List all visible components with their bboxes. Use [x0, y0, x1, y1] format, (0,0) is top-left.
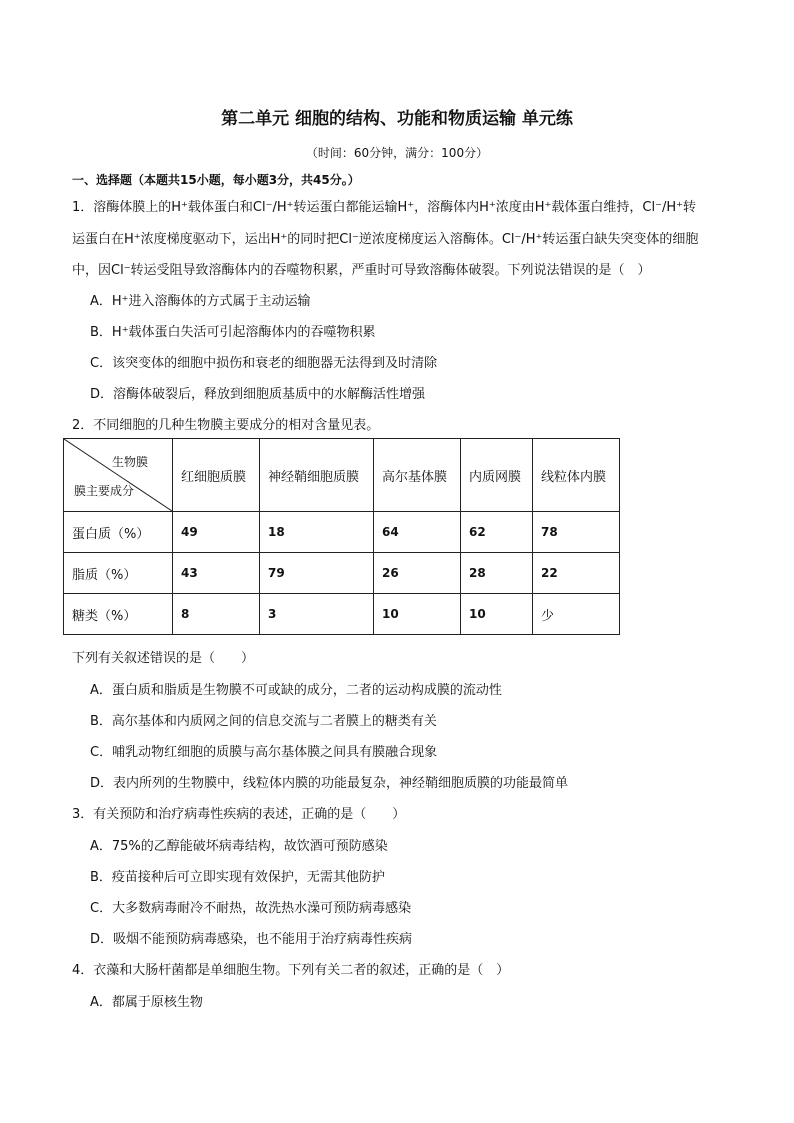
- q4-stem: 4．衣藻和大肠杆菌都是单细胞生物。下列有关二者的叙述，正确的是（ ）: [72, 963, 510, 978]
- page-title: 第二单元 细胞的结构、功能和物质运输 单元练: [221, 109, 573, 129]
- q2-option-d: D．表内所列的生物膜中，线粒体内膜的功能最复杂，神经鞘细胞质膜的功能最简单: [90, 776, 569, 791]
- table-cell: 10: [461, 594, 533, 635]
- q2-option-c: C．哺乳动物红细胞的质膜与高尔基体膜之间具有膜融合现象: [90, 745, 438, 760]
- table-corner-cell: [64, 439, 173, 512]
- q2-question: 下列有关叙述错误的是（ ）: [72, 651, 255, 666]
- q1-stem-line: 1．溶酶体膜上的H⁺载体蛋白和Cl⁻/H⁺转运蛋白都能运输H⁺，溶酶体内H⁺浓度由H⁺载体蛋白维持，Cl⁻/H⁺转: [72, 200, 696, 215]
- table-cell: 8: [173, 594, 260, 635]
- membrane-composition-table: [63, 438, 620, 635]
- corner-label-membrane: 生物膜: [111, 455, 148, 469]
- table-row-label: 脂质（%）: [64, 553, 173, 594]
- table-cell: 10: [374, 594, 461, 635]
- q1-option-d: D．溶酶体破裂后，释放到细胞质基质中的水解酶活性增强: [90, 387, 426, 402]
- table-cell: 43: [173, 553, 260, 594]
- table-cell: 26: [374, 553, 461, 594]
- q3-option-a: A．75%的乙醇能破坏病毒结构，故饮酒可预防感染: [90, 839, 388, 854]
- q3-option-d: D．吸烟不能预防病毒感染，也不能用于治疗病毒性疾病: [90, 932, 413, 947]
- section-heading: 一、选择题（本题共15小题，每小题3分，共45分。）: [72, 173, 360, 187]
- table-row-label: 糖类（%）: [64, 594, 173, 635]
- q3-stem: 3．有关预防和治疗病毒性疾病的表述，正确的是（ ）: [72, 807, 406, 822]
- table-cell: 78: [533, 512, 620, 553]
- table-cell: 3: [260, 594, 374, 635]
- table-row-label: 蛋白质（%）: [64, 512, 173, 553]
- table-cell: 22: [533, 553, 620, 594]
- q1-stem-line: 中，因Cl⁻转运受阻导致溶酶体内的吞噬物积累，严重时可导致溶酶体破裂。下列说法错误的是（ ）: [72, 263, 651, 278]
- q2-stem: 2．不同细胞的几种生物膜主要成分的相对含量见表。: [72, 418, 380, 433]
- q3-option-c: C．大多数病毒耐冷不耐热，故洗热水澡可预防病毒感染: [90, 901, 412, 916]
- q2-option-b: B．高尔基体和内质网之间的信息交流与二者膜上的糖类有关: [90, 714, 437, 729]
- q3-option-b: B．疫苗接种后可立即实现有效保护，无需其他防护: [90, 870, 385, 885]
- table-header-row: [64, 439, 620, 512]
- table-cell: 28: [461, 553, 533, 594]
- q1-option-c: C．该突变体的细胞中损伤和衰老的细胞器无法得到及时清除: [90, 356, 438, 371]
- corner-label-component: 膜主要成分: [74, 484, 135, 498]
- q2-option-a: A．蛋白质和脂质是生物膜不可或缺的成分，二者的运动构成膜的流动性: [90, 683, 502, 698]
- table-header-cell: 神经鞘细胞质膜: [260, 439, 374, 512]
- table-cell: 79: [260, 553, 374, 594]
- table-cell: 64: [374, 512, 461, 553]
- table-cell: 49: [173, 512, 260, 553]
- table-cell: 18: [260, 512, 374, 553]
- table-row: [64, 553, 620, 594]
- table-row: [64, 512, 620, 553]
- exam-info: （时间：60分钟，满分：100分）: [305, 146, 489, 160]
- q1-option-b: B．H⁺载体蛋白失活可引起溶酶体内的吞噬物积累: [90, 325, 376, 340]
- table-cell: 少: [533, 594, 620, 635]
- table-header-cell: 高尔基体膜: [374, 439, 461, 512]
- table-cell: 62: [461, 512, 533, 553]
- table-header-cell: 线粒体内膜: [533, 439, 620, 512]
- q1-stem-line: 运蛋白在H⁺浓度梯度驱动下，运出H⁺的同时把Cl⁻逆浓度梯度运入溶酶体。Cl⁻/H⁺转运蛋白缺失突变体的细胞: [72, 232, 699, 247]
- q4-option-a: A．都属于原核生物: [90, 995, 203, 1010]
- table-row: [64, 594, 620, 635]
- q1-option-a: A．H⁺进入溶酶体的方式属于主动运输: [90, 294, 311, 309]
- diagonal-line: [64, 439, 172, 511]
- table-header-cell: 红细胞质膜: [173, 439, 260, 512]
- table-header-cell: 内质网膜: [461, 439, 533, 512]
